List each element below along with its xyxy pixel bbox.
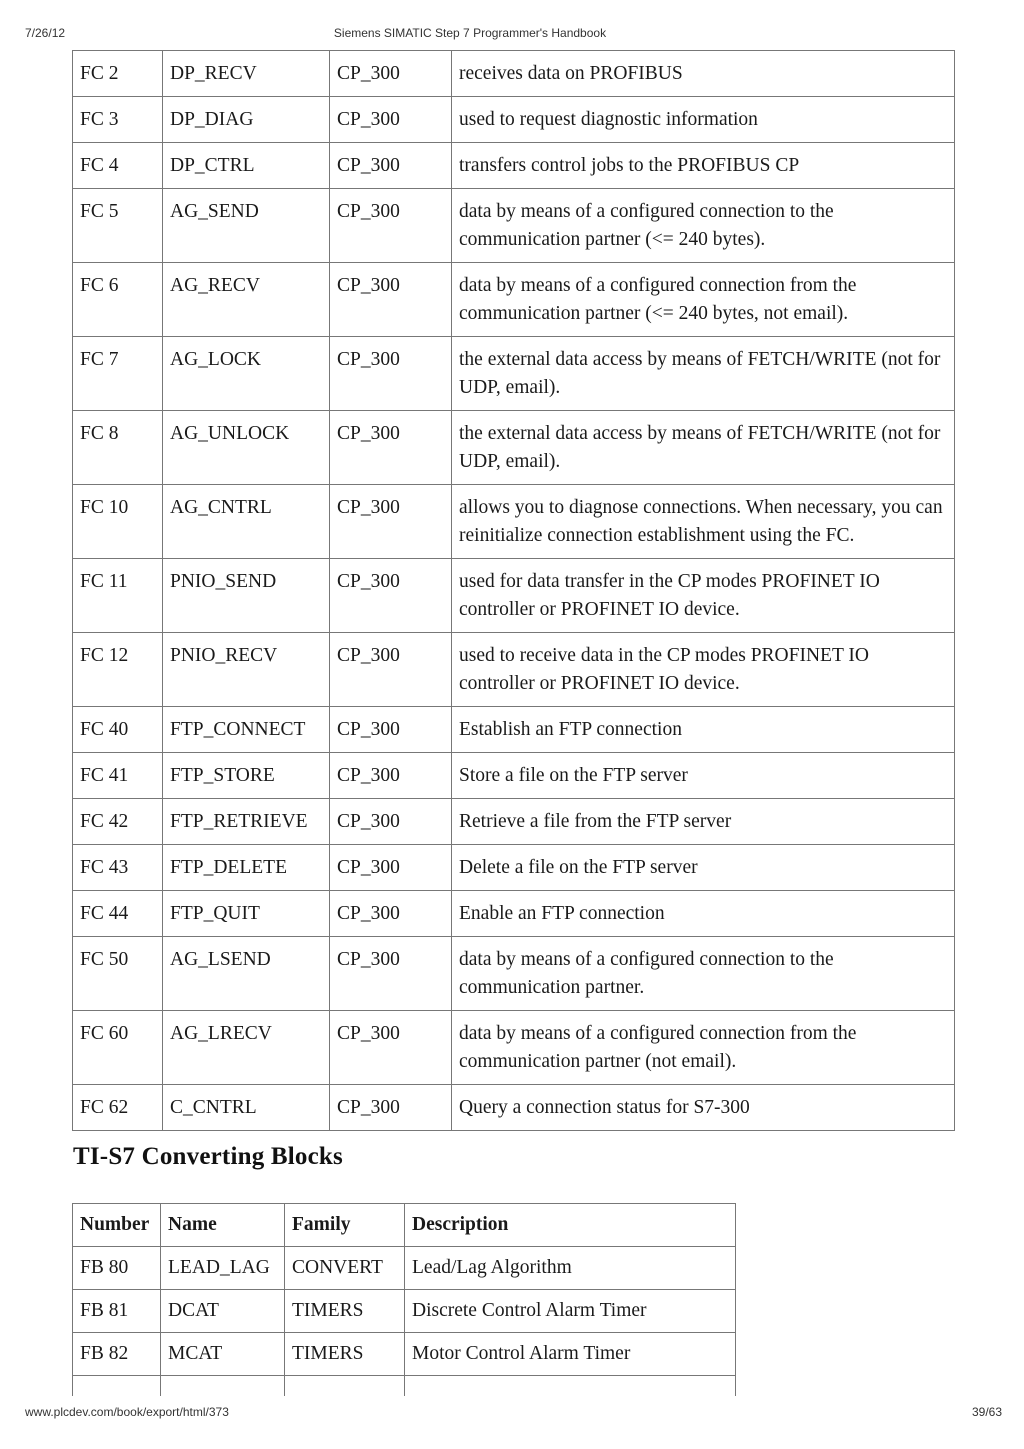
cell-name: FTP_DELETE	[163, 845, 330, 891]
cell-name: AG_LRECV	[163, 1011, 330, 1085]
cell-number: FC 4	[73, 143, 163, 189]
cell-name: C_CNTRL	[163, 1085, 330, 1131]
column-header-number: Number	[73, 1204, 161, 1247]
print-date: 7/26/12	[25, 26, 66, 40]
converting-blocks-table-body	[73, 1247, 736, 1397]
cell-name: FTP_CONNECT	[163, 707, 330, 753]
cell-description: data by means of a configured connection to the communication partner.	[452, 937, 955, 1011]
cell-family: CP_300	[330, 263, 452, 337]
section-heading: TI-S7 Converting Blocks	[73, 1143, 343, 1170]
table-row	[73, 263, 955, 337]
cell-number: FC 8	[73, 411, 163, 485]
table-row	[73, 1085, 955, 1131]
cell-family: CP_300	[330, 189, 452, 263]
cell-family: CP_300	[330, 97, 452, 143]
column-header-name: Name	[161, 1204, 285, 1247]
source-url: www.plcdev.com/book/export/html/373	[25, 1405, 229, 1419]
table-row	[73, 337, 955, 411]
page-footer	[0, 1405, 1024, 1423]
cell-number: FC 6	[73, 263, 163, 337]
cell-description: Query a connection status for S7-300	[452, 1085, 955, 1131]
cell-family: CP_300	[330, 891, 452, 937]
column-header-family: Family	[285, 1204, 405, 1247]
cell-number: FC 44	[73, 891, 163, 937]
cell-description: Store a file on the FTP server	[452, 753, 955, 799]
cell-family: CP_300	[330, 51, 452, 97]
cell-number: FC 60	[73, 1011, 163, 1085]
page-header	[0, 26, 1024, 44]
cell-name: LEAD_LAG	[161, 1247, 285, 1290]
cell-number: FB 80	[73, 1247, 161, 1290]
cell-name: PNIO_RECV	[163, 633, 330, 707]
table-row	[73, 189, 955, 263]
cell-name: DP_DIAG	[163, 97, 330, 143]
cell-description: Establish an FTP connection	[452, 707, 955, 753]
cell-empty	[161, 1376, 285, 1397]
cell-family: CP_300	[330, 337, 452, 411]
table-row	[73, 937, 955, 1011]
cell-name: FTP_QUIT	[163, 891, 330, 937]
cell-family: CP_300	[330, 633, 452, 707]
table-row	[73, 143, 955, 189]
cell-name: MCAT	[161, 1333, 285, 1376]
cell-family: CP_300	[330, 799, 452, 845]
table-row	[73, 891, 955, 937]
table-row	[73, 411, 955, 485]
cell-name: AG_LOCK	[163, 337, 330, 411]
table-row	[73, 97, 955, 143]
cell-description: used to receive data in the CP modes PROFINET IO controller or PROFINET IO device.	[452, 633, 955, 707]
table-row	[73, 633, 955, 707]
cell-family: CP_300	[330, 559, 452, 633]
cell-name: AG_UNLOCK	[163, 411, 330, 485]
cell-number: FC 43	[73, 845, 163, 891]
table-row	[73, 1011, 955, 1085]
cell-description: Motor Control Alarm Timer	[405, 1333, 736, 1376]
converting-blocks-table	[72, 1203, 736, 1396]
column-header-description: Description	[405, 1204, 736, 1247]
cell-number: FC 11	[73, 559, 163, 633]
cell-empty	[405, 1376, 736, 1397]
cell-description: used for data transfer in the CP modes PROFINET IO controller or PROFINET IO device.	[452, 559, 955, 633]
cell-description: used to request diagnostic information	[452, 97, 955, 143]
cell-family: CP_300	[330, 707, 452, 753]
cell-description: allows you to diagnose connections. When necessary, you can reinitialize connection establishment using the FC.	[452, 485, 955, 559]
cell-name: DP_RECV	[163, 51, 330, 97]
cell-family: TIMERS	[285, 1290, 405, 1333]
table-row	[73, 753, 955, 799]
cell-family: CP_300	[330, 1011, 452, 1085]
table-row	[73, 485, 955, 559]
cell-family: CP_300	[330, 1085, 452, 1131]
cell-name: DP_CTRL	[163, 143, 330, 189]
cell-name: AG_SEND	[163, 189, 330, 263]
cell-number: FC 2	[73, 51, 163, 97]
cell-description: Lead/Lag Algorithm	[405, 1247, 736, 1290]
cell-empty	[285, 1376, 405, 1397]
cell-name: AG_CNTRL	[163, 485, 330, 559]
cell-number: FC 12	[73, 633, 163, 707]
cell-number: FB 82	[73, 1333, 161, 1376]
table-row	[73, 51, 955, 97]
cell-number: FC 42	[73, 799, 163, 845]
cell-description: Retrieve a file from the FTP server	[452, 799, 955, 845]
document-title: Siemens SIMATIC Step 7 Programmer's Handbook	[333, 26, 607, 40]
cell-name: PNIO_SEND	[163, 559, 330, 633]
cell-number: FC 62	[73, 1085, 163, 1131]
cell-description: data by means of a configured connection to the communication partner (<= 240 bytes).	[452, 189, 955, 263]
cell-family: CP_300	[330, 845, 452, 891]
cell-number: FC 7	[73, 337, 163, 411]
cell-family: CP_300	[330, 485, 452, 559]
cell-family: CONVERT	[285, 1247, 405, 1290]
cell-number: FB 81	[73, 1290, 161, 1333]
cell-family: CP_300	[330, 411, 452, 485]
cell-description: transfers control jobs to the PROFIBUS CP	[452, 143, 955, 189]
cell-family: TIMERS	[285, 1333, 405, 1376]
cell-description: Enable an FTP connection	[452, 891, 955, 937]
cell-number: FC 40	[73, 707, 163, 753]
table-row	[73, 1290, 736, 1333]
cell-description: data by means of a configured connection from the communication partner (not email).	[452, 1011, 955, 1085]
cell-number: FC 3	[73, 97, 163, 143]
table-row	[73, 1247, 736, 1290]
table-header-row	[73, 1204, 736, 1247]
cell-name: FTP_RETRIEVE	[163, 799, 330, 845]
cell-name: AG_RECV	[163, 263, 330, 337]
table-row	[73, 845, 955, 891]
table-row	[73, 559, 955, 633]
page-number: 39/63	[971, 1405, 1002, 1419]
cell-number: FC 10	[73, 485, 163, 559]
cell-number: FC 41	[73, 753, 163, 799]
cell-family: CP_300	[330, 143, 452, 189]
cell-family: CP_300	[330, 937, 452, 1011]
cell-number: FC 5	[73, 189, 163, 263]
cp300-blocks-table-body	[73, 51, 955, 1131]
cell-description: the external data access by means of FETCH/WRITE (not for UDP, email).	[452, 411, 955, 485]
table-row	[73, 707, 955, 753]
cell-name: AG_LSEND	[163, 937, 330, 1011]
cell-description: Discrete Control Alarm Timer	[405, 1290, 736, 1333]
cell-name: DCAT	[161, 1290, 285, 1333]
cp300-blocks-table	[72, 50, 955, 1131]
cell-description: Delete a file on the FTP server	[452, 845, 955, 891]
cell-family: CP_300	[330, 753, 452, 799]
cell-description: receives data on PROFIBUS	[452, 51, 955, 97]
table-row	[73, 799, 955, 845]
table-row-cutoff	[73, 1376, 736, 1397]
cell-name: FTP_STORE	[163, 753, 330, 799]
cell-description: the external data access by means of FETCH/WRITE (not for UDP, email).	[452, 337, 955, 411]
cell-number: FC 50	[73, 937, 163, 1011]
cell-description: data by means of a configured connection from the communication partner (<= 240 bytes, not email).	[452, 263, 955, 337]
table-row	[73, 1333, 736, 1376]
cell-empty	[73, 1376, 161, 1397]
